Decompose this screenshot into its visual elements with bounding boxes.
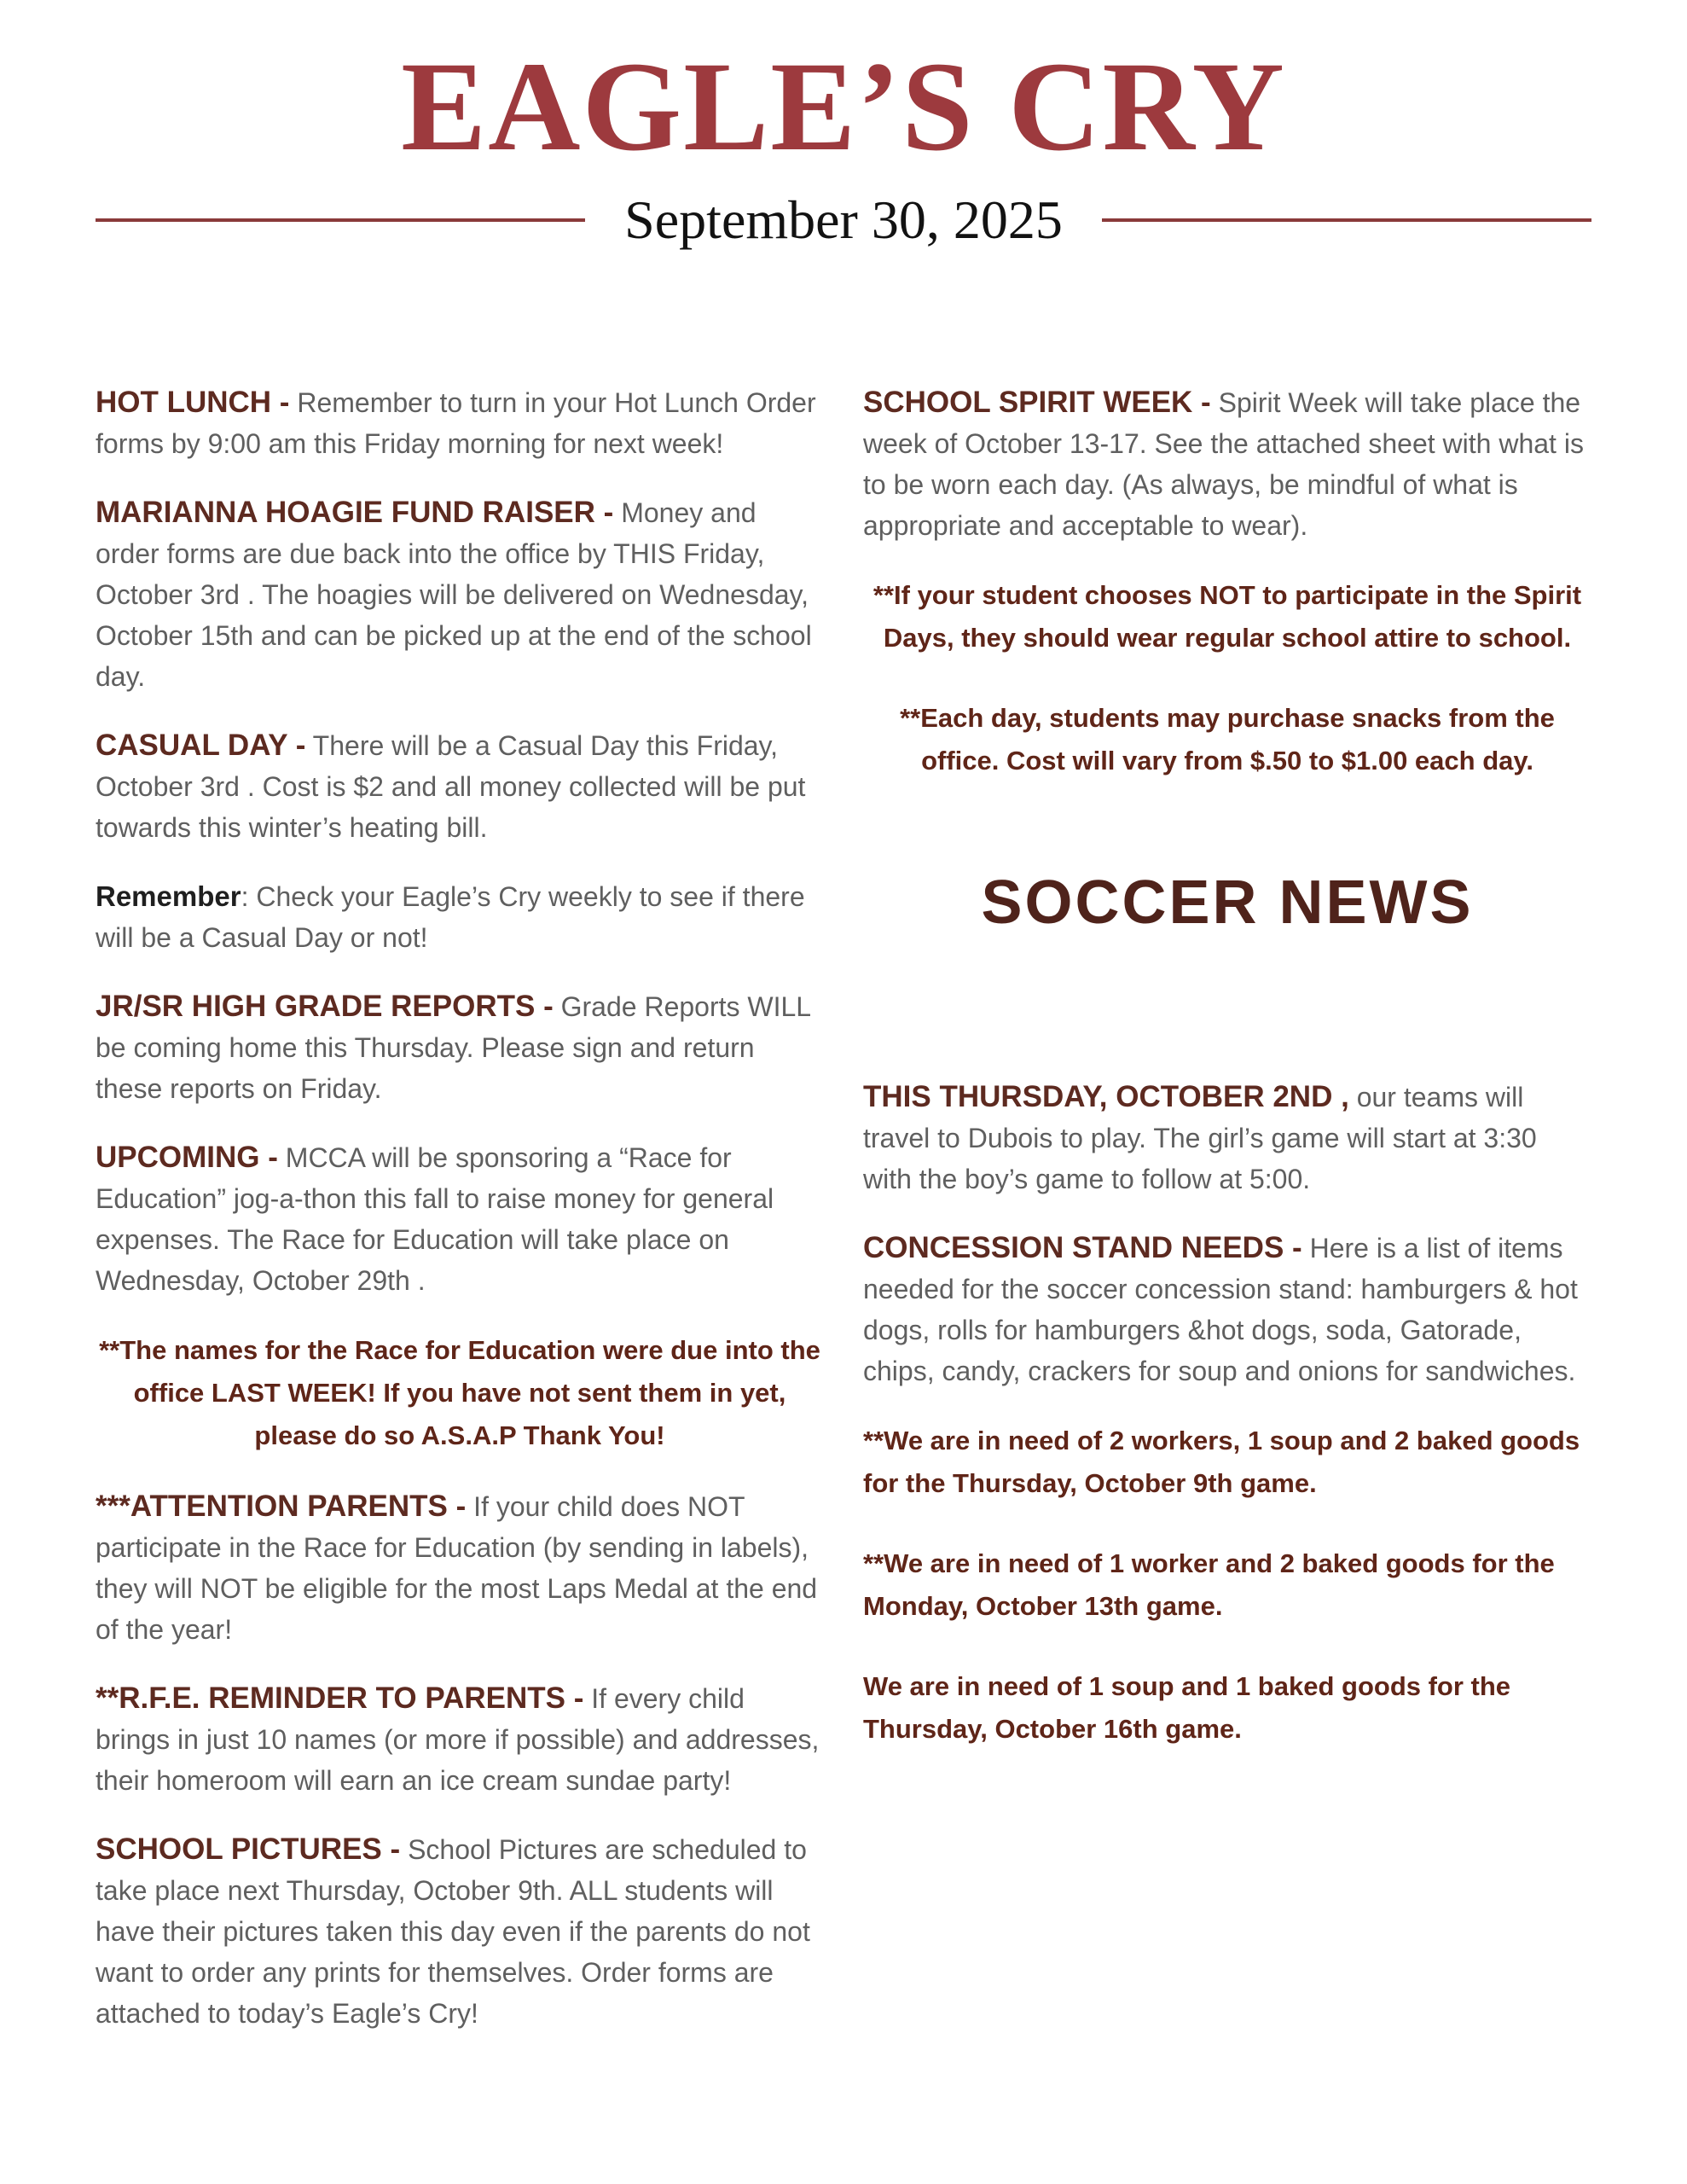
right-rule xyxy=(1102,218,1591,222)
callout-need-oct16: We are in need of 1 soup and 1 baked goods for the Thursday, October 16th game. xyxy=(863,1671,1511,1745)
callout-spirit-optout: **If your student chooses NOT to participate in the Spirit Days, they should wear regular school attire to school. xyxy=(872,580,1582,653)
left-rule xyxy=(96,218,585,222)
masthead xyxy=(0,0,1687,250)
item-body: Spirit Week will take place the week of October 13-17. See the attached sheet with what is to be worn each day. (As always, be mindful of what is appropriate and acceptable to wear). xyxy=(863,387,1584,541)
item-body: our teams will travel to Dubois to play. The girl’s game will start at 3:30 with the boy’s game to follow at 5:00. xyxy=(863,1082,1537,1195)
item-body: MCCA will be sponsoring a “Race for Education” jog-a-thon this fall to raise money for general expenses. The Race for Education will take place on Wednesday, October 29th . xyxy=(96,1142,774,1296)
item-school-pictures xyxy=(96,1829,824,2034)
item-hot-lunch xyxy=(96,382,824,464)
item-body: : Check your Eagle’s Cry weekly to see if there will be a Casual Day or not! xyxy=(96,881,805,953)
item-body: Here is a list of items needed for the soccer concession stand: hamburgers & hot dogs, rolls for hamburgers &hot dogs, soda, Gatorade, chips, candy, crackers for soup and onions for sandwiches. xyxy=(863,1233,1578,1387)
item-thursday-game xyxy=(863,1077,1591,1199)
callout-need-oct9: **We are in need of 2 workers, 1 soup and 2 baked goods for the Thursday, October 9th game. xyxy=(863,1426,1580,1499)
item-attention-parents xyxy=(96,1486,824,1650)
item-heading: THIS THURSDAY, OCTOBER 2ND , xyxy=(863,1080,1349,1114)
callout-race-names-due: **The names for the Race for Education were due into the office LAST WEEK! If you have not sent them in yet, please do so A.S.A.P Thank You! xyxy=(99,1335,820,1450)
item-hoagie-fundraiser xyxy=(96,492,824,697)
soccer-news-title: SOCCER NEWS xyxy=(981,868,1474,937)
item-body: Remember to turn in your Hot Lunch Order forms by 9:00 am this Friday morning for next week! xyxy=(96,387,816,459)
item-remember-note xyxy=(96,876,824,958)
item-heading: Remember xyxy=(96,880,241,912)
item-rfe-reminder xyxy=(96,1678,824,1801)
item-heading: HOT LUNCH - xyxy=(96,386,290,419)
content-columns xyxy=(0,382,1687,2062)
item-concession-needs xyxy=(863,1228,1591,1391)
item-heading: ***ATTENTION PARENTS - xyxy=(96,1490,467,1523)
item-heading: CONCESSION STAND NEEDS - xyxy=(863,1231,1302,1265)
item-upcoming-race xyxy=(96,1137,824,1301)
left-column xyxy=(96,382,824,2062)
item-body: If every child brings in just 10 names (or more if possible) and addresses, their homeroom will earn an ice cream sundae party! xyxy=(96,1683,820,1796)
item-body: School Pictures are scheduled to take place next Thursday, October 9th. ALL students will have their pictures taken this day even if the parents do not want to order any prints for themselves. Order forms are attached to today’s Eagle’s Cry! xyxy=(96,1834,810,2029)
dateline xyxy=(96,189,1591,250)
item-spirit-week xyxy=(863,382,1591,546)
item-heading: MARIANNA HOAGIE FUND RAISER - xyxy=(96,496,614,529)
item-heading: SCHOOL SPIRIT WEEK - xyxy=(863,386,1211,419)
item-heading: SCHOOL PICTURES - xyxy=(96,1833,401,1866)
item-body: There will be a Casual Day this Friday, October 3rd . Cost is $2 and all money collected will be put towards this winter’s heating bill. xyxy=(96,730,806,843)
newsletter-title: EAGLE’S CRY xyxy=(401,36,1286,177)
item-body: If your child does NOT participate in the Race for Education (by sending in labels), they will NOT be eligible for the most Laps Medal at the end of the year! xyxy=(96,1491,818,1645)
issue-date: September 30, 2025 xyxy=(624,189,1063,250)
item-heading: CASUAL DAY - xyxy=(96,729,306,762)
item-body: Grade Reports WILL be coming home this Thursday. Please sign and return these reports on Friday. xyxy=(96,991,810,1104)
item-heading: **R.F.E. REMINDER TO PARENTS - xyxy=(96,1682,584,1715)
item-casual-day xyxy=(96,725,824,848)
callout-need-oct13: **We are in need of 1 worker and 2 baked goods for the Monday, October 13th game. xyxy=(863,1548,1555,1622)
item-heading: UPCOMING - xyxy=(96,1141,278,1174)
callout-snack-prices: **Each day, students may purchase snacks from the office. Cost will vary from $.50 to $1.00 each day. xyxy=(900,703,1555,775)
item-grade-reports xyxy=(96,986,824,1109)
item-heading: JR/SR HIGH GRADE REPORTS - xyxy=(96,990,554,1023)
right-column xyxy=(863,382,1591,1780)
item-body: Money and order forms are due back into the office by THIS Friday, October 3rd . The hoagies will be delivered on Wednesday, October 15th and can be picked up at the end of the school day. xyxy=(96,497,812,692)
